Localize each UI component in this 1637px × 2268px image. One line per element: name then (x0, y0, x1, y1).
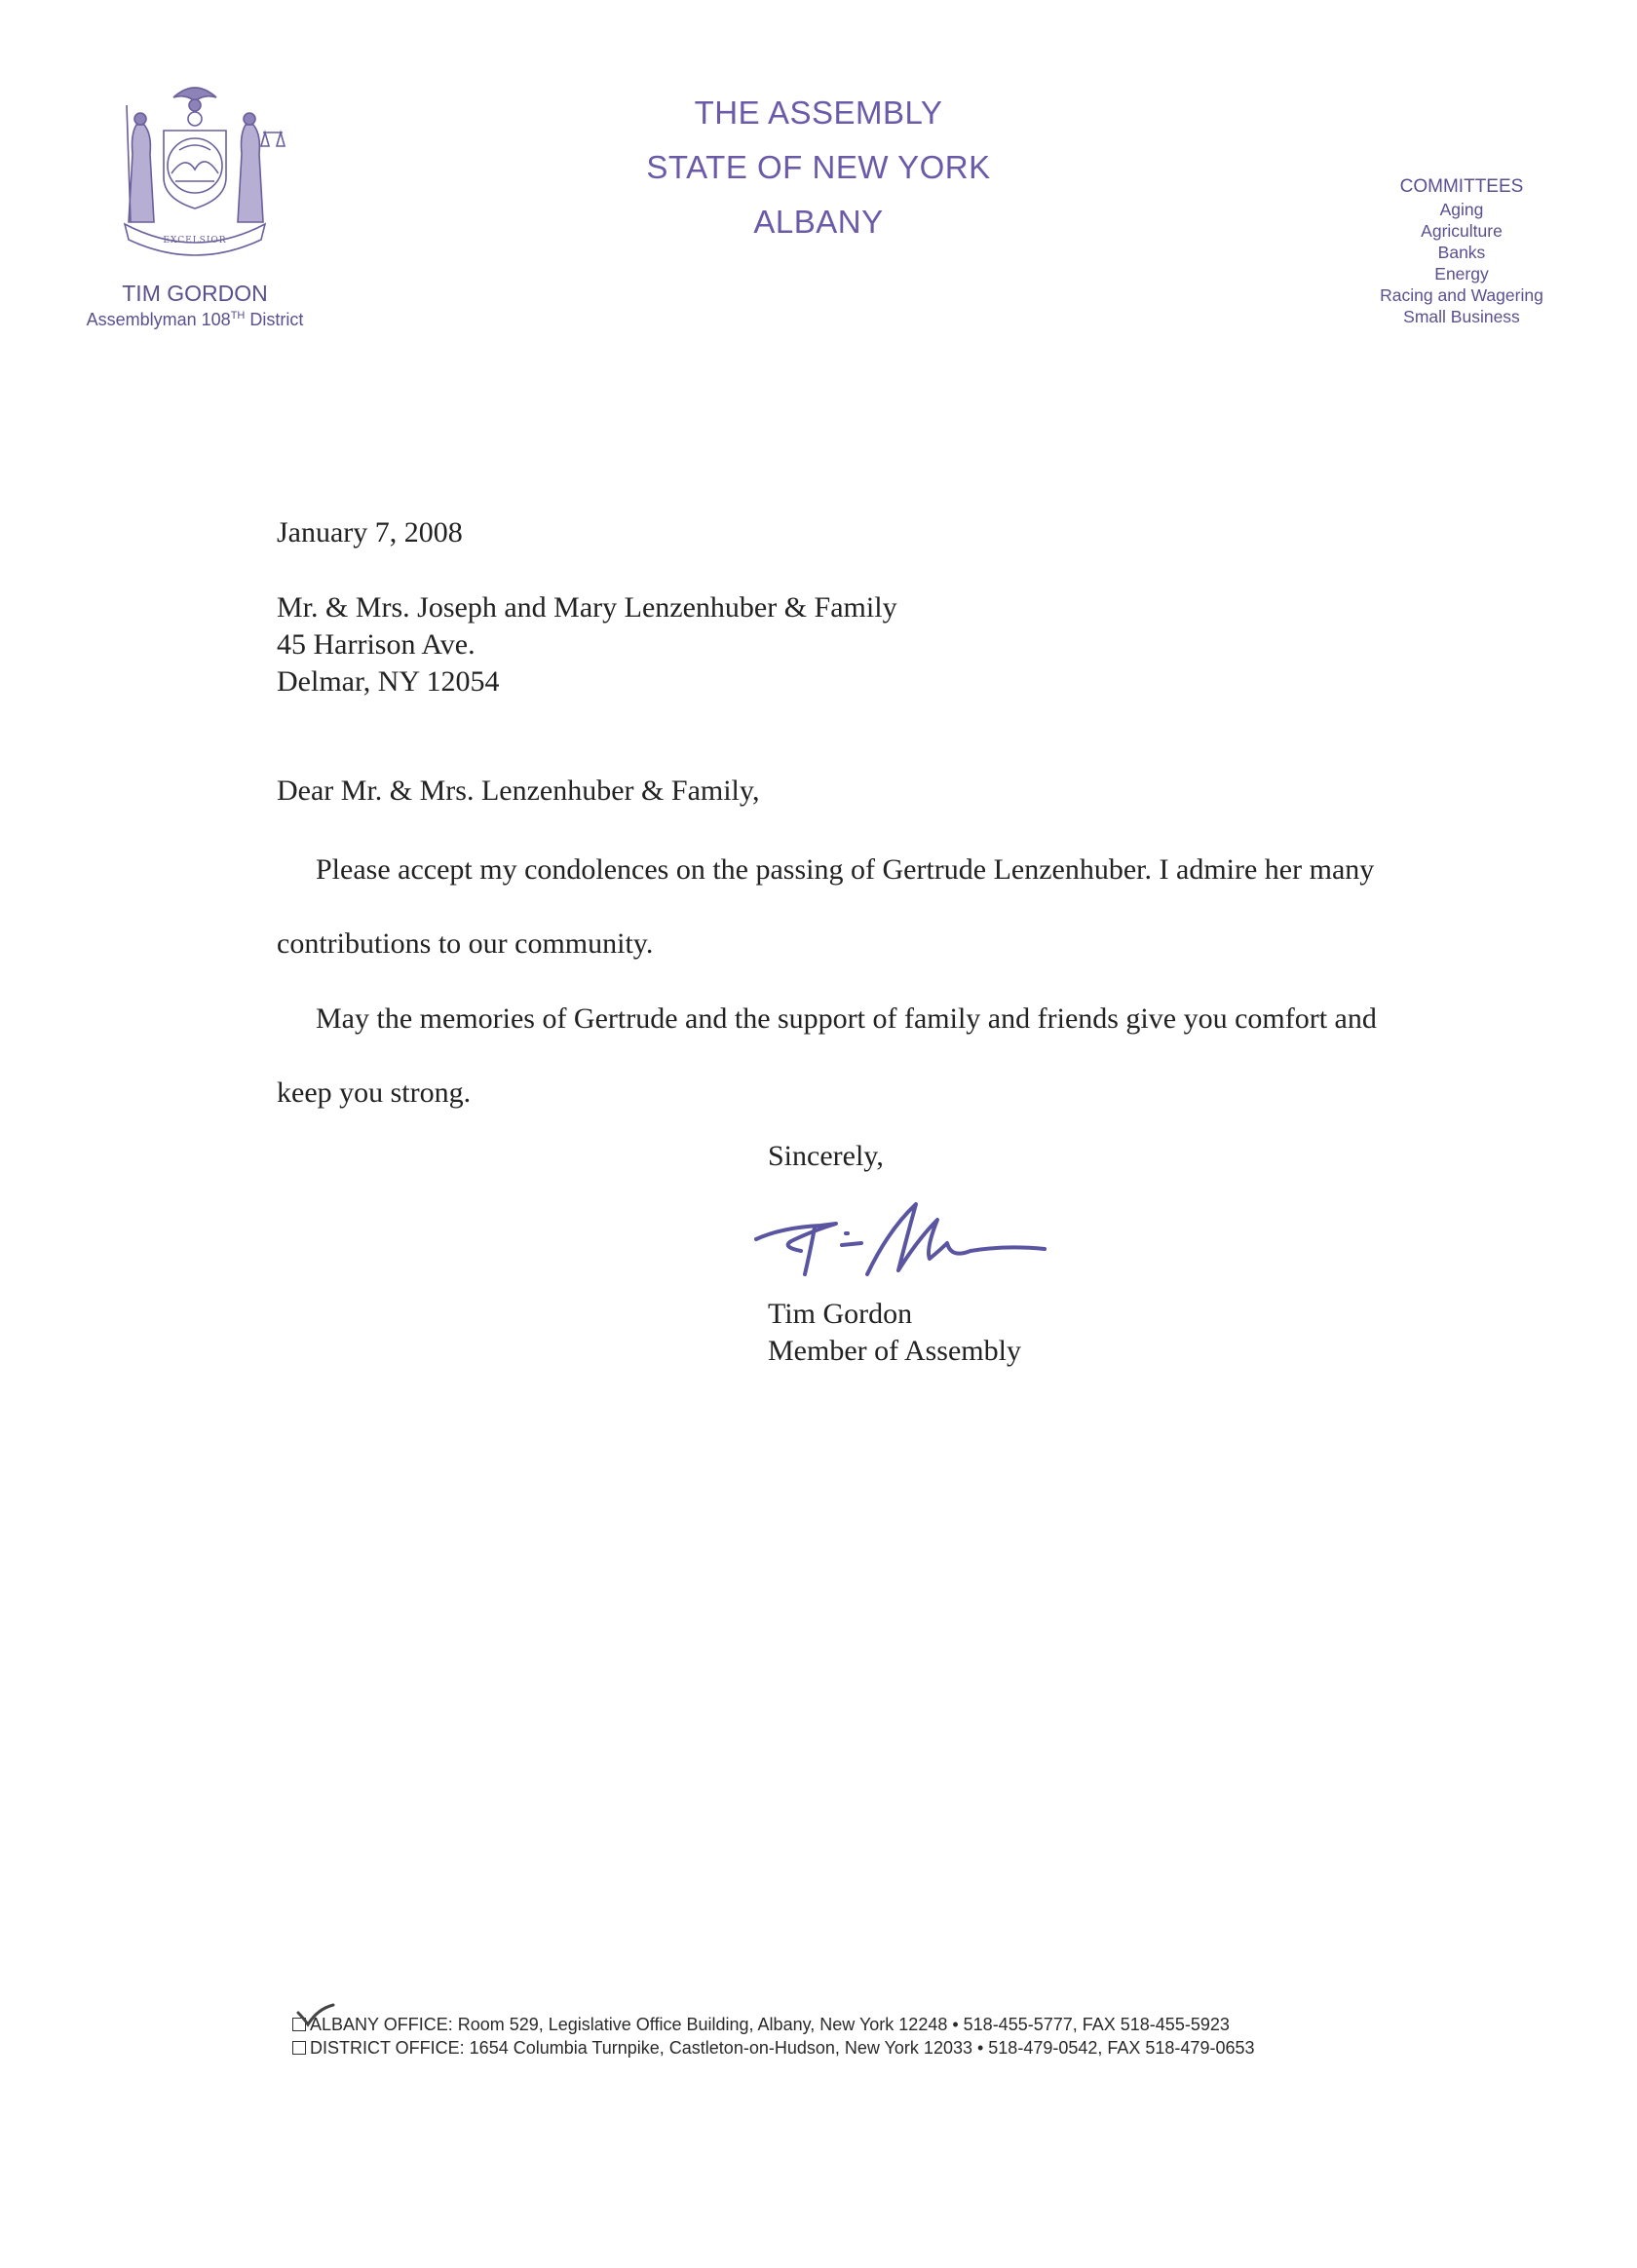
closing: Sincerely, (768, 1140, 884, 1172)
paragraph-text: Please accept my condolences on the passing of Gertrude Lenzenhuber. I admire her many contributions to our community. (277, 853, 1375, 960)
address-line: 45 Harrison Ave. (277, 628, 476, 661)
committees-list (1325, 199, 1598, 327)
assembly-header (546, 86, 1091, 249)
legislator-title-suffix: District (245, 310, 304, 329)
checkmark-icon (296, 2001, 335, 2028)
committee-item: Racing and Wagering (1380, 285, 1543, 305)
paragraph-memories (277, 982, 1427, 1130)
committee-item: Small Business (1403, 307, 1520, 326)
address-line: Delmar, NY 12054 (277, 665, 500, 698)
signer-title: Member of Assembly (768, 1335, 1021, 1367)
signer-name: Tim Gordon (768, 1298, 913, 1330)
committee-item: Energy (1434, 264, 1489, 284)
letter-date: January 7, 2008 (277, 516, 463, 548)
committee-item: Aging (1439, 200, 1484, 219)
signer-block (768, 1296, 1021, 1370)
legislator-name: TIM GORDON (122, 281, 268, 306)
committee-item: Agriculture (1421, 221, 1503, 241)
seal-motto: EXCELSIOR (163, 236, 227, 246)
committees-title: COMMITTEES (1399, 176, 1524, 197)
legislator-title (39, 310, 351, 330)
handwritten-signature (752, 1191, 1074, 1288)
district-office-line (292, 2036, 1255, 2060)
albany-office-text: ALBANY OFFICE: Room 529, Legislative Office Building, Albany, New York 12248 • 518-455-5777, FAX 518-455-5923 (310, 2015, 1230, 2034)
salutation: Dear Mr. & Mrs. Lenzenhuber & Family, (277, 775, 760, 807)
legislator-title-sup: TH (230, 310, 246, 321)
footer-offices (292, 2013, 1255, 2060)
assembly-line: ALBANY (753, 204, 884, 240)
paragraph-condolences (277, 833, 1427, 981)
district-office-text: DISTRICT OFFICE: 1654 Columbia Turnpike, Castleton-on-Hudson, New York 12033 • 518-479-0542, FAX 518-479-0653 (310, 2038, 1255, 2058)
committees-block (1325, 175, 1598, 327)
legislator-title-prefix: Assemblyman 108 (86, 310, 231, 329)
district-office-checkbox[interactable] (292, 2041, 306, 2055)
address-line: Mr. & Mrs. Joseph and Mary Lenzenhuber & Family (277, 591, 897, 624)
committee-item: Banks (1437, 243, 1486, 262)
assembly-line: THE ASSEMBLY (694, 94, 943, 131)
albany-office-line (292, 2013, 1255, 2036)
new-york-state-seal-icon (97, 76, 292, 261)
assembly-line: STATE OF NEW YORK (646, 149, 991, 185)
paragraph-text: May the memories of Gertrude and the support of family and friends give you comfort and keep you strong. (277, 1002, 1377, 1109)
recipient-address (277, 589, 897, 700)
